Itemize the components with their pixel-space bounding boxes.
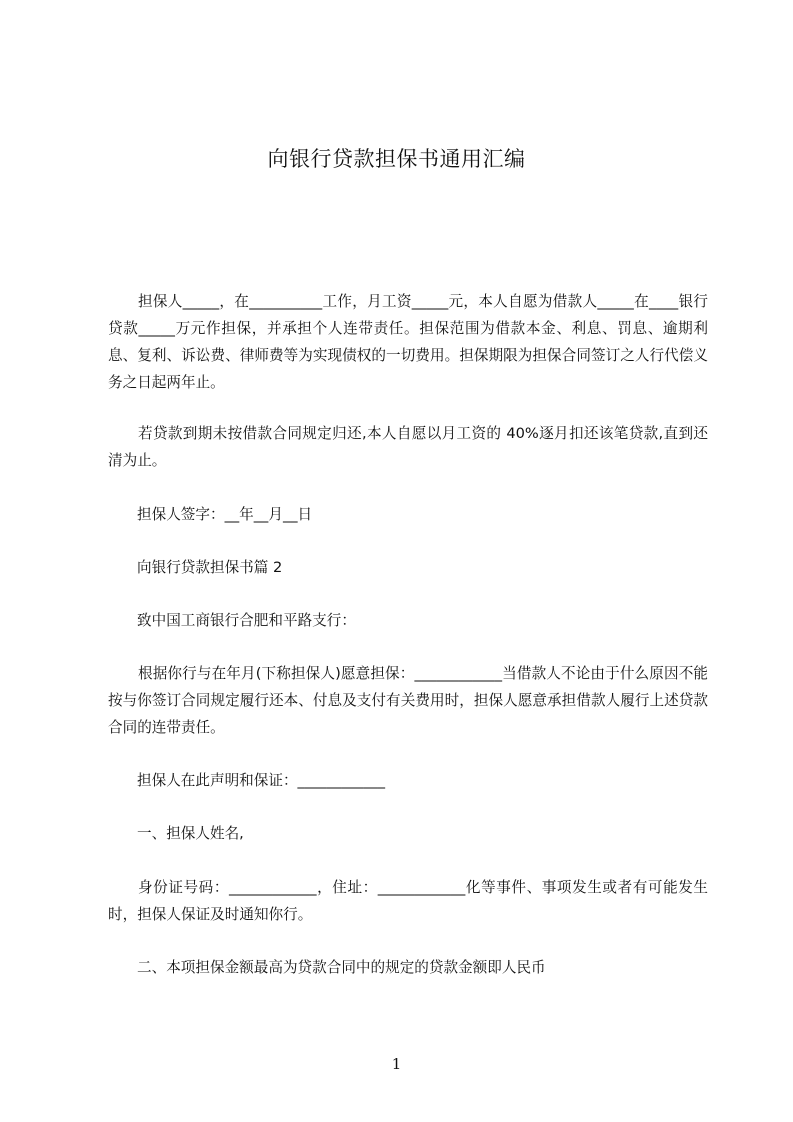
declaration-line: 担保人在此声明和保证：____________: [137, 772, 386, 789]
paragraph-guarantee-statement: 根据你行与在年月(下称担保人)愿意担保：____________当借款人不论由于什么原因不能按与你签订合同规定履行还本、付息及支付有关费用时，担保人愿意承担借款人履行上述贷款合同的连带责任。: [108, 665, 708, 736]
paragraph-repayment: 若贷款到期未按借款合同规定归还,本人自愿以月工资的 40%逐月扣还该笔贷款,直到还清为止。: [108, 425, 708, 469]
paragraph-guarantor-terms: 担保人_____，在__________工作，月工资_____元，本人自愿为借款人_____在____银行贷款_____万元作担保，并承担个人连带责任。担保范围为借款本金、利息、罚息、逾期利息、复利、诉讼费、律师费等为实现债权的一切费用。担保期限为担保合同签订之人行代偿义务之日起两年止。: [108, 293, 708, 391]
item-one-line: 一、担保人姓名,: [137, 825, 244, 842]
addressee-line: 致中国工商银行合肥和平路支行：: [137, 612, 356, 629]
signature-line: 担保人签字：__年__月__日: [137, 506, 313, 523]
document-title: 向银行贷款担保书通用汇编: [267, 147, 526, 171]
item-two-line: 二、本项担保金额最高为贷款合同中的规定的贷款金额即人民币: [137, 959, 546, 976]
paragraph-id-address: 身份证号码：____________，住址：____________化等事件、事项发生或者有可能发生时，担保人保证及时通知你行。: [108, 879, 708, 923]
section-heading-part-2: 向银行贷款担保书篇 2: [137, 559, 283, 576]
page-number: 1: [391, 1055, 402, 1073]
